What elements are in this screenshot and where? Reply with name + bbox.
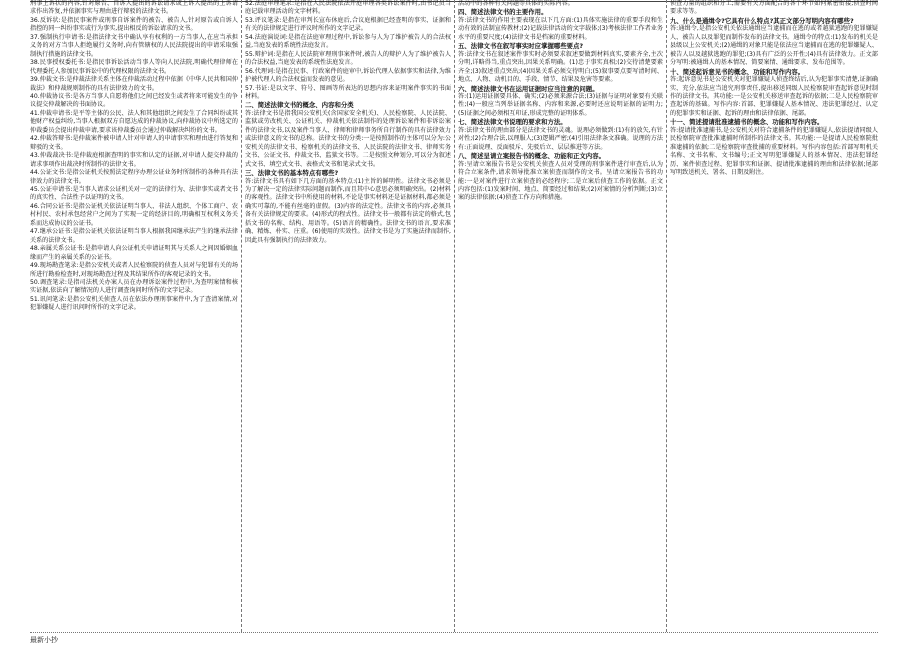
section-heading: 二、简述法律文书的概念、内容和分类 [245, 101, 354, 110]
document-page [30, 0, 878, 651]
paragraph: 答:提请批准逮捕书,是公安机关对符合逮捕条件的犯罪嫌疑人,依法提请同级人民检察院审查批准逮捕时所制作的法律文书。其功能:一是提请人民检察院批准逮捕的依据;二是检察院审查批捕的重要材料。写作内容包括:首部写明机关名称、文书名称、文书编号;正文写明犯罪嫌疑人的基本情况、违法犯罪经历、案件侦查过程、犯罪事实和证据、提请批准逮捕的理由和法律依据;尾部写明致送机关、署名、日期及附注。 [670, 126, 878, 177]
paragraph: 42.仲裁答辩书:是仲裁案件被申请人针对申请人的申请事实和理由进行答复和辩驳的文书。 [30, 135, 238, 151]
paragraph: 36.反诉状:是指民事案件或刑事自诉案件的被告、被告人,针对原告或自诉人指控的同一纠纷事实或行为事实,提出相反的诉讼请求的文书。 [30, 16, 238, 33]
footer-text: 最新小抄 [30, 636, 58, 644]
paragraph: 57.书证:是以文字、符号、图画等所表达的思想内容来证明案件事实的书面材料。 [245, 84, 451, 100]
column-divider [666, 0, 667, 632]
column-3 [458, 0, 663, 632]
paragraph: 52.法庭审理笔录:是指在人民法院依法开庭审理各类诉讼案件时,由书记员当庭记载审理活动的文字材料。 [245, 0, 451, 16]
paragraph: 答:法律文书的理由部分是法律文书的灵魂。说理必须做到:(1)有的放矢,有针对性;(2)合理合法,以理服人;(3)逻辑严密;(4)引用法律条文准确。说理的方法有:正面说理、反面驳斥、先驳后立、层层推进等方法。 [458, 126, 663, 151]
section-heading: 三、法律文书的基本特点有哪些? [245, 169, 339, 178]
paragraph: 53.评议笔录:是指在审判长宣布休庭后,合议庭根据已经查明的事实、证据和有关的法律规定进行评议时所作的文字记录。 [245, 16, 451, 33]
paragraph: 47.继承公证书:是指公证机关依法证明当事人根据我国继承法产生的继承法律关系的法律文书。 [30, 228, 238, 244]
column-2 [245, 0, 451, 632]
paragraph: 答:呈请立案报告书是公安机关侦查人员对受理的刑事案件进行审查后,认为符合立案条件,请求领导批准立案侦查而制作的文书。呈请立案报告书的功能:一是对案件进行立案侦查的必经程序;二是立案后侦查工作的依据。正文内容包括:(1)发案时间、地点、简要经过和结果;(2)对案情的分析判断;(3)立案的法律依据;(4)侦查工作方向和措施。 [458, 160, 663, 202]
section-heading: 十、简述起诉意见书的概念、功能和写作内容。 [670, 67, 805, 76]
paragraph: 49.现场勘查笔录:是指公安机关或者人民检察院的侦查人员对与犯罪有关的场所进行勘验检查时,对现场勘查过程及其结果所作的客观记录的文书。 [30, 262, 238, 278]
paragraph: 55.辩护词:是指在人民法院审理刑事案件时,被告人的辩护人为了维护被告人的合法权益,当庭发表的系统性法庭发言。 [245, 50, 451, 67]
paragraph: 38.民事授权委托书:是指民事诉讼活动当事人等向人民法院,明确代理律师在代理委托人参加民事诉讼中的代理权限的法律文书。 [30, 59, 238, 75]
section-heading: 十一、简述提请批准逮捕书的概念、功能和写作内容。 [670, 118, 824, 127]
paragraph: 答:法律文书在叙述案件事实时必须要求叙述要做到材料真实,要素齐全,主次分明,详略得当,重点突出,因果关系明确。(1)忠于事实真相;(2)交待清楚要素齐全;(3)叙述重点突出;(4)因果关系必须交待明白;(5)叙事要点要写清时间、地点、人物、动机目的、手段、情节、结果及危害等要素。 [458, 50, 663, 84]
section-heading: 五、法律文书在叙写事实时应掌握哪些要点? [458, 42, 584, 51]
paragraph: 50.调查笔录:是指司法机关办案人员在办理诉讼案件过程中,为查明案情和核实证据,依法向了解情况的人进行调查询问时所作的文字记录。 [30, 278, 238, 295]
paragraph: 答:法律文书是指我国公安机关(含国家安全机关)、人民检察院、人民法院、监狱或劳改机关、公证机关、仲裁机关依法制作的处理诉讼案件和非诉讼案件的法律文书,以及案件当事人、律师和律师事务所自行制作的具有法律效力或法律意义的文书的总称。法律文书的分类:一是按照制作的主体可以分为:公安机关的法律文书、检察机关的法律文书、人民法院的法律文书、律师实务文书、公证文书、仲裁文书、监狱文书等。二是按照文种划分,可以分为叙述式文书、填空式文书、表格式文书和笔录式文书。 [245, 109, 451, 168]
section-heading: 八、简述呈请立案报告书的概念、功能和正文内容。 [458, 152, 605, 161]
paragraph: 45.公证申请书:是当事人请求公证机关对一定的法律行为、法律事实或者文书的真实性、合法性予以证明的文书。 [30, 185, 238, 202]
paragraph: 答:法律文书具有如下几方面的基本特点:(1)主旨的鲜明性。法律文书必须是为了解决一定的法律实际问题而制作,而且其中心意思必须明确突出。(2)材料的客观性。法律文书中所使用的材料,不论是事实材料还是证据材料,都必须是确实可靠的,不能有丝毫的虚假。(3)内容的法定性。法律文书的内容,必须具备有关法律规定的要求。(4)形式的程式性。法律文书一般都有法定的格式,包括文书的名称、结构、用语等。(5)语言的精确性。法律文书的语言,要求准确、精炼、朴实、庄重。(6)使用的实效性。法律文书是为了实施法律而制作,因此具有强制执行的法律效力。 [245, 177, 451, 244]
section-heading: 七、简述法律文书说理的要求和方法。 [458, 118, 567, 127]
paragraph: 51.讯问笔录:是指公安机关侦查人员在依法办理刑事案件中,为了查清案情,对犯罪嫌疑人进行讯问时所作的文字记录。 [30, 295, 238, 312]
paragraph: 43.仲裁裁决书:是仲裁庭根据查明的事实和认定的证据,对申请人提交仲裁的请求事项作出裁决时所制作的法律文书。 [30, 152, 238, 168]
column-1 [30, 0, 238, 632]
section-heading: 四、简述法律文书的主要作用。 [458, 8, 548, 17]
paragraph: 54.法庭演说词:是指在法庭审理过程中,诉讼参与人为了维护被告人的合法权益,当庭发表的系统性法庭发言。 [245, 33, 451, 50]
paragraph: 答:通缉令,是指公安机关依法通缉应当逮捕而在逃的或者越狱逃跑的犯罪嫌疑人、被告人以及罪犯而制作发布的法律文书。通缉令的特点:(1)发布的机关是县级以上公安机关;(2)通缉的对象只能是依法应当逮捕而在逃的犯罪嫌疑人、被告人以及越狱逃跑的罪犯;(3)具有广泛的公开性;(4)具有法律效力。正文部分写明:被通缉人的基本情况、简要案情、通缉要求、发布范围等。 [670, 25, 878, 67]
bottom-rule [30, 632, 878, 633]
section-heading: 六、简述法律文书在运用证据时应当注意的问题。 [458, 84, 599, 93]
paragraph: 41.仲裁申请书:是平等主体的公民、法人和其他组织之间发生了合同纠纷或其他财产权益纠纷,当事人根据双方自愿达成的仲裁协议,向仲裁协议中所选定的仲裁委员会提出仲裁申请,要求该仲裁委员会通过仲裁解决纠纷的文书。 [30, 109, 238, 134]
paragraph: 39.仲裁文书:是仲裁法律关系主体在仲裁活动过程中依据《中华人民共和国仲裁法》和仲裁规则制作的具有法律效力的文书。 [30, 76, 238, 92]
paragraph: 40.仲裁协议书:是各方当事人自愿将他们之间已经发生或者将来可能发生的争议提交仲裁解决的书面协议。 [30, 92, 238, 109]
paragraph: 56.代理词:是指在民事、行政案件的庭审中,诉讼代理人依据事实和法律,为维护被代理人的合法权益而发表的意见。 [245, 67, 451, 84]
paragraph: 侦查力量的组织和分工;需要有关方面配合的各个环节如何紧密衔接;侦查时间要求等等。 [670, 0, 878, 16]
paragraph: 答:法律文书的作用主要表现在以下几方面:(1)具体实施法律的重要手段和生动有效的法制宣传教材;(2)记载法律活动的文字载体;(3)考核法律工作者业务水平的重要尺度;(4)法律文书是档案的重要材料。 [458, 16, 663, 41]
paragraph: 答:起诉意见书是公安机关对犯罪嫌疑人侦查终结后,认为犯罪事实清楚,证据确实、充分,依法应当追究刑事责任,提出移送同级人民检察院审查起诉意见时制作的法律文书。其功能:一是公安机关移送审查起诉的依据;二是人民检察院审查起诉的基础。写作内容:首部、犯罪嫌疑人基本情况、违法犯罪经过、认定的犯罪事实和证据、起诉的理由和法律依据、尾部。 [670, 76, 878, 117]
paragraph: 46.合同公证书:是指公证机关依法证明当事人、非法人组织、个体工商户、农村村民、农村承包经营户之间为了实现一定的经济目的,明确相互权利义务关系而达成协议的公证书。 [30, 202, 238, 227]
paragraph: 48.亲属关系公证书:是指申请人向公证机关申请证明其与关系人之间因婚姻血缘而产生的亲属关系的公证书。 [30, 245, 238, 261]
paragraph: 37.强制执行申请书:是指法律文书中确认享有权利的一方当事人,在应当承担义务的对方当事人拒绝履行义务时,向有管辖权的人民法院提出的申请采取强制执行措施的法律文书。 [30, 33, 238, 58]
paragraph: 刑事上诉状的内容,针对原告、自诉人提出的诉讼请求或上诉人提出的上诉请求作出答复,并依据事实与理由进行辩驳的法律文书。 [30, 0, 238, 16]
paragraph: 答:(1)运用证据要具体、确实;(2)必须来源合法;(3)证据与证明对象要有关联性;(4)一般应当列举证据名称、内容和来源,必要时还应说明证据的证明力;(5)证据之间必须相互印证,形成完整的证明体系。 [458, 92, 663, 117]
paragraph: 活动中的各种有关问题等具体的实际内容。 [458, 0, 574, 7]
column-divider [454, 0, 455, 632]
column-divider [241, 0, 242, 632]
section-heading: 九、什么是通缉令?它具有什么特点?其正文部分写明内容有哪些? [670, 16, 854, 25]
paragraph: 44.公证文书:是指公证机关按照法定程序办理公证业务时所制作的各种具有法律效力的法律文书。 [30, 169, 238, 185]
column-4 [670, 0, 878, 632]
